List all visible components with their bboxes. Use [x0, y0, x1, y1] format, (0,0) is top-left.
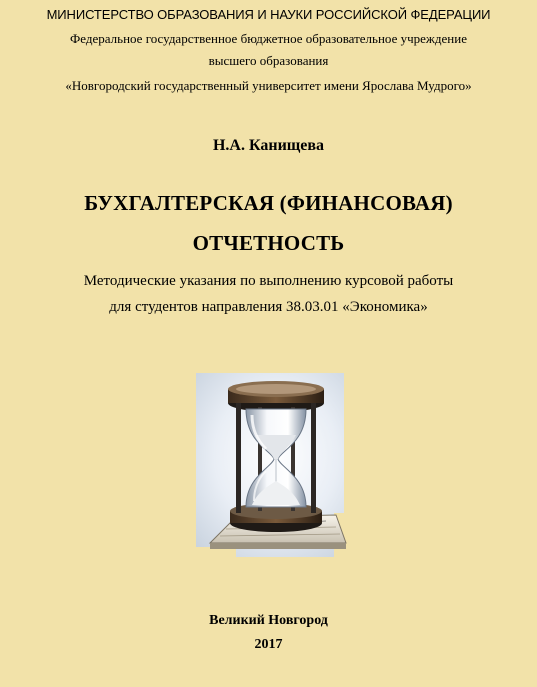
institution-type: Федеральное государственное бюджетное образовательное учреждение: [70, 31, 467, 46]
document-title-line1: БУХГАЛТЕРСКАЯ (ФИНАНСОВАЯ): [84, 191, 453, 215]
institution-level: высшего образования: [208, 53, 329, 68]
publication-city: Великий Новгород: [209, 613, 328, 628]
document-title-line2: ОТЧЕТНОСТЬ: [192, 231, 345, 255]
subtitle-line2: для студентов направления 38.03.01 «Экономика»: [109, 299, 428, 315]
publication-year: 2017: [254, 637, 283, 652]
subtitle-line1: Методические указания по выполнению курсовой работы: [83, 273, 454, 289]
university-name: «Новгородский государственный университет имени Ярослава Мудрого»: [65, 78, 472, 93]
ministry-name: МИНИСТЕРСТВО ОБРАЗОВАНИЯ И НАУКИ РОССИЙСКОЙ ФЕДЕРАЦИИ: [46, 7, 491, 22]
hourglass-illustration: [196, 373, 356, 557]
author-name: Н.А. Канищева: [212, 137, 325, 154]
